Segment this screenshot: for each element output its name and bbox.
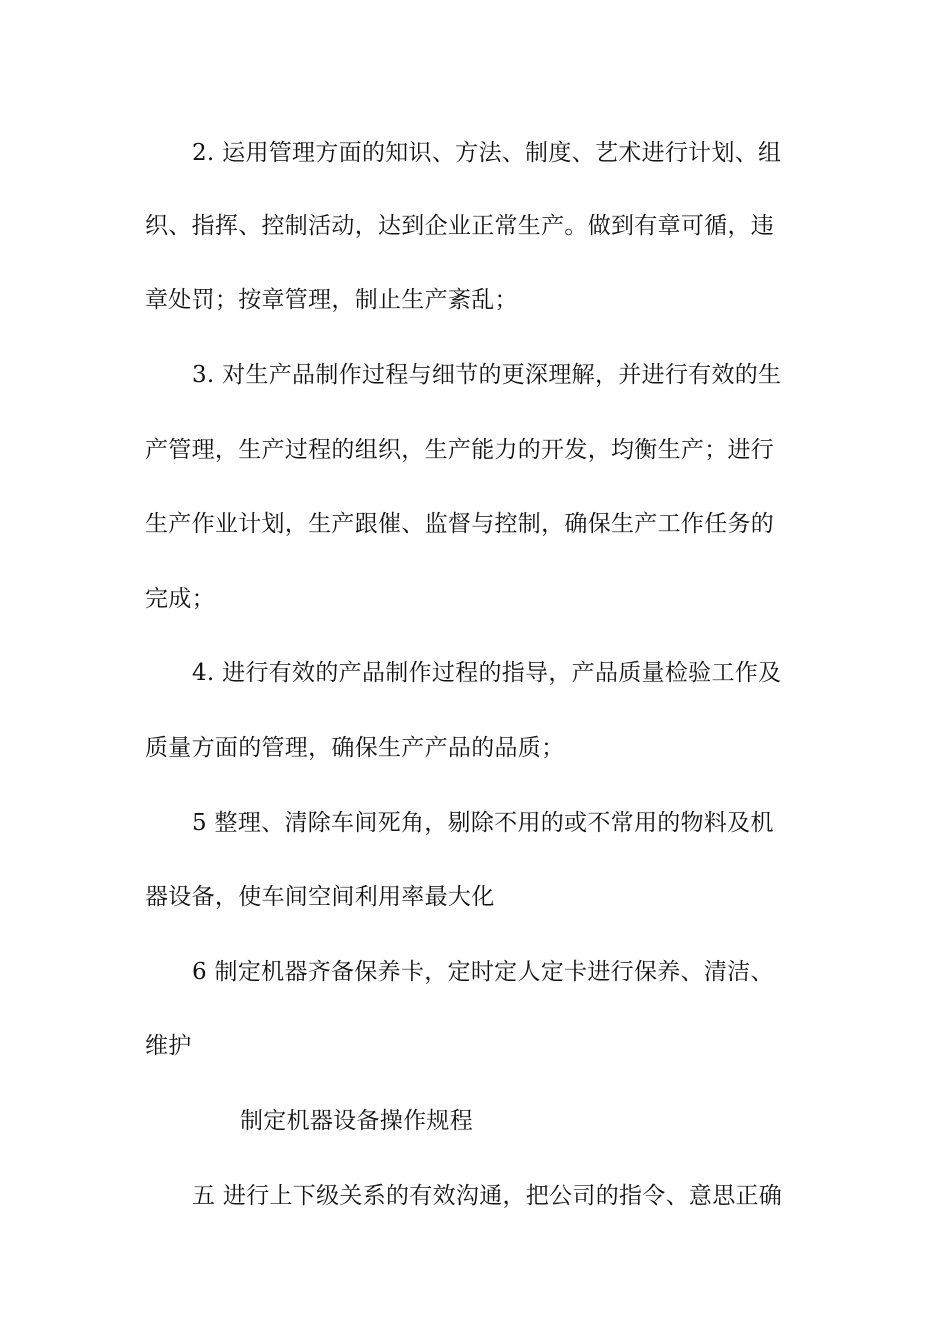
paragraph-4-line-1: 4. 进行有效的产品制作过程的指导，产品质量检验工作及 xyxy=(192,660,782,686)
paragraph-3-line-3: 生产作业计划，生产跟催、监督与控制，确保生产工作任务的 xyxy=(145,511,775,537)
paragraph-2-line-1: 2. 运用管理方面的知识、方法、制度、艺术进行计划、组 xyxy=(192,140,782,166)
paragraph-2-line-2: 织、指挥、控制活动，达到企业正常生产。做到有章可循，违 xyxy=(145,213,775,239)
paragraph-4-line-2: 质量方面的管理，确保生产产品的品质； xyxy=(145,735,565,761)
paragraph-5-line-2: 器设备，使车间空间利用率最大化 xyxy=(145,884,495,910)
paragraph-3-line-4: 完成； xyxy=(145,586,215,612)
paragraph-7-line-1: 制定机器设备操作规程 xyxy=(240,1108,473,1134)
paragraph-3-line-1: 3. 对生产品制作过程与细节的更深理解，并进行有效的生 xyxy=(192,362,782,388)
paragraph-3-line-2: 产管理，生产过程的组织，生产能力的开发，均衡生产；进行 xyxy=(145,437,775,463)
paragraph-5-line-1: 5 整理、清除车间死角，剔除不用的或不常用的物料及机 xyxy=(192,810,774,836)
paragraph-6-line-2: 维护 xyxy=(145,1033,192,1059)
paragraph-6-line-1: 6 制定机器齐备保养卡，定时定人定卡进行保养、清洁、 xyxy=(192,959,774,985)
section-5-line-1: 五 进行上下级关系的有效沟通，把公司的指令、意思正确 xyxy=(192,1183,783,1209)
paragraph-2-line-3: 章处罚；按章管理，制止生产紊乱； xyxy=(145,287,518,313)
